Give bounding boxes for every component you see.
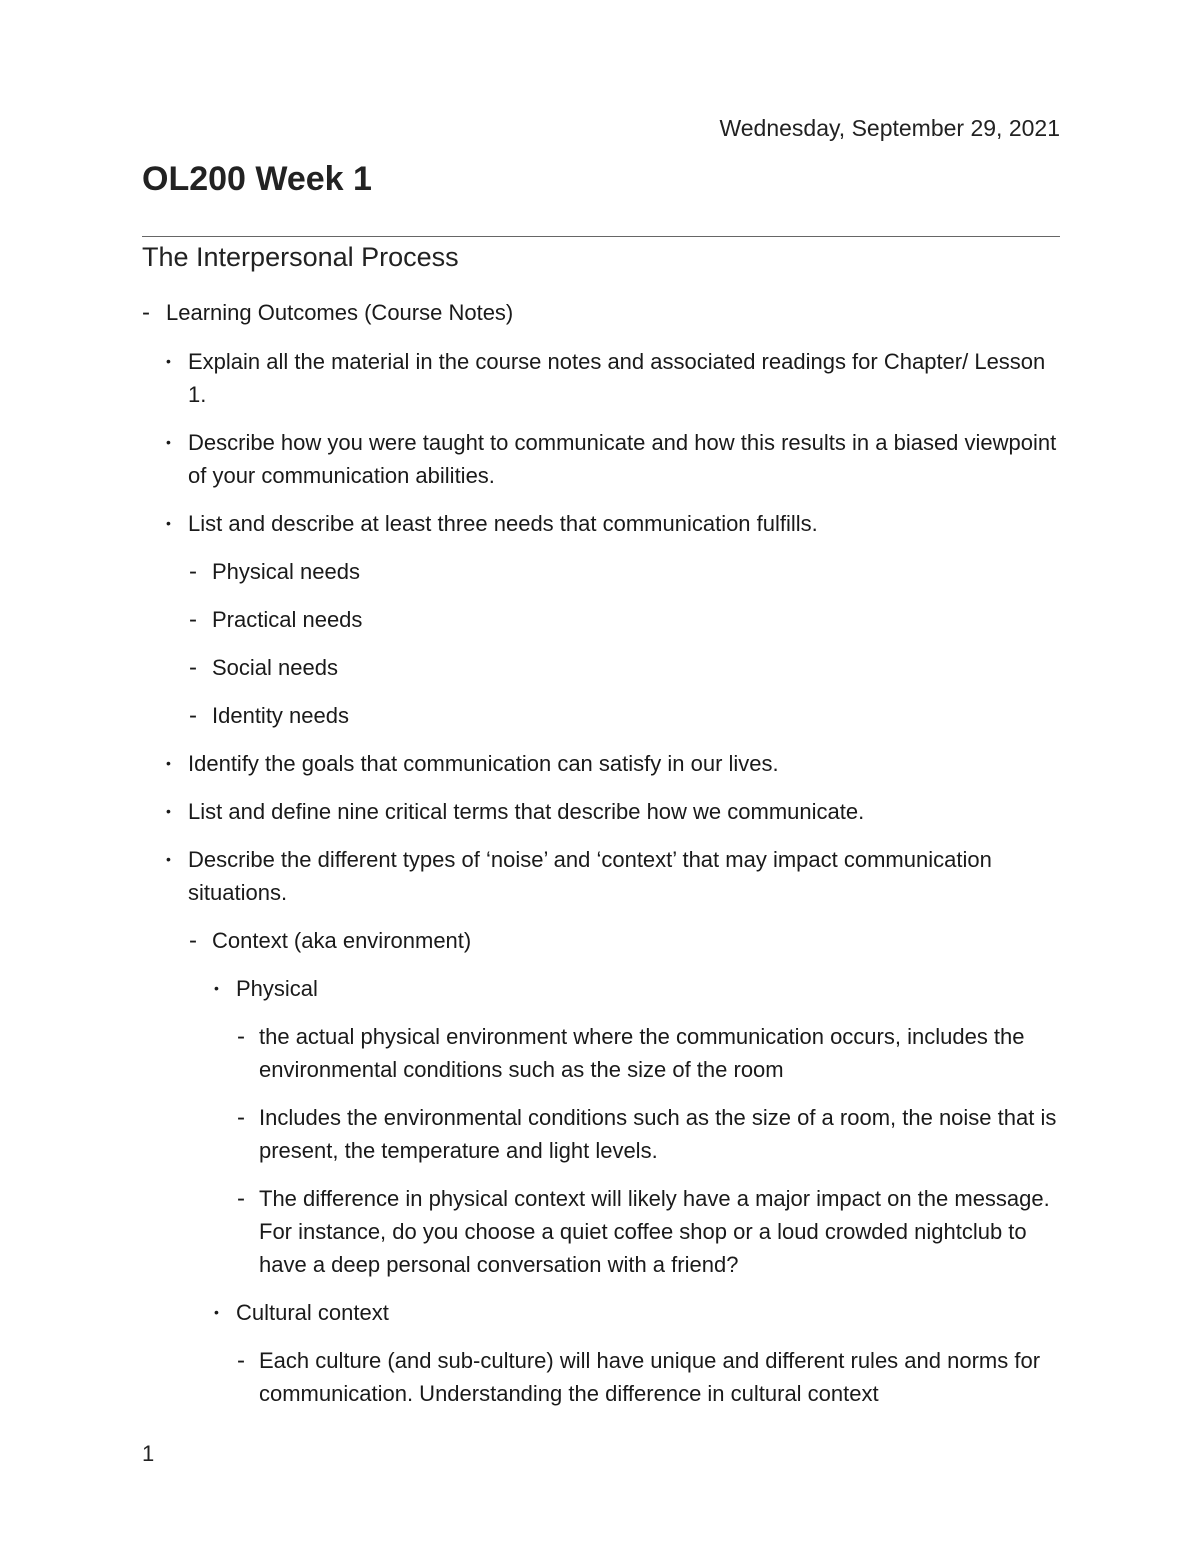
outline-item-text: Practical needs [212, 607, 363, 632]
dash-marker: - [237, 1023, 245, 1050]
bullet-marker: • [166, 755, 171, 771]
outline-item-text: the actual physical environment where the communication occurs, includes the environmental conditions such as the size of the room [259, 1024, 1025, 1082]
dash-marker: - [237, 1185, 245, 1212]
document-date: Wednesday, September 29, 2021 [719, 115, 1060, 141]
outline-item-text: Context (aka environment) [212, 928, 472, 953]
outline-item [142, 699, 1060, 732]
outline-item [142, 507, 1060, 540]
outline-item-text: Physical [236, 976, 318, 1001]
bullet-marker: • [166, 851, 171, 867]
outline-item-text: Identify the goals that communication can satisfy in our lives. [188, 751, 779, 776]
outline-item [142, 1020, 1060, 1086]
title-divider [142, 236, 1060, 237]
dash-marker: - [189, 927, 197, 954]
outline-item-text: Describe how you were taught to communicate and how this results in a biased viewpoint of your communication abilities. [188, 430, 1057, 488]
outline-item [142, 426, 1060, 492]
outline-item [142, 296, 1060, 329]
outline-item-text: Includes the environmental conditions such as the size of a room, the noise that is present, the temperature and light levels. [259, 1105, 1057, 1163]
outline-item-text: Explain all the material in the course notes and associated readings for Chapter/ Lesson 1. [188, 349, 1046, 407]
outline-item-text: List and define nine critical terms that describe how we communicate. [188, 799, 865, 824]
outline-item [142, 345, 1060, 411]
outline-item [142, 1296, 1060, 1329]
dash-marker: - [237, 1347, 245, 1374]
outline-item [142, 972, 1060, 1005]
dash-marker: - [237, 1104, 245, 1131]
outline-item [142, 603, 1060, 636]
outline-item-text: The difference in physical context will likely have a major impact on the message. For instance, do you choose a quiet coffee shop or a loud crowded nightclub to have a deep personal conversation with a friend? [259, 1186, 1050, 1277]
page-number: 1 [142, 1441, 155, 1466]
bullet-marker: • [166, 434, 171, 450]
bullet-marker: • [166, 353, 171, 369]
bullet-marker: • [214, 1304, 219, 1320]
dash-marker: - [189, 702, 197, 729]
outline-item [142, 651, 1060, 684]
outline-item [142, 1344, 1060, 1410]
outline-item [142, 843, 1060, 909]
dash-marker: - [189, 558, 197, 585]
outline-item-text: Identity needs [212, 703, 349, 728]
bullet-marker: • [166, 803, 171, 819]
outline-content [142, 296, 1060, 1425]
outline-item-text: Social needs [212, 655, 338, 680]
outline-item [142, 795, 1060, 828]
bullet-marker: • [214, 980, 219, 996]
outline-item [142, 747, 1060, 780]
outline-item-text: Describe the different types of ‘noise’ and ‘context’ that may impact communication situations. [188, 847, 992, 905]
outline-item [142, 924, 1060, 957]
outline-item-text: Learning Outcomes (Course Notes) [166, 300, 514, 325]
outline-item [142, 1101, 1060, 1167]
outline-item-text: Cultural context [236, 1300, 389, 1325]
section-heading: The Interpersonal Process [142, 242, 459, 272]
outline-item [142, 1182, 1060, 1281]
outline-item-text: Each culture (and sub-culture) will have unique and different rules and norms for communication. Understanding the difference in cultural context [259, 1348, 1041, 1406]
dash-marker: - [142, 299, 150, 326]
dash-marker: - [189, 606, 197, 633]
document-title: OL200 Week 1 [142, 160, 372, 198]
outline-item-text: List and describe at least three needs that communication fulfills. [188, 511, 818, 536]
dash-marker: - [189, 654, 197, 681]
outline-item [142, 555, 1060, 588]
bullet-marker: • [166, 515, 171, 531]
outline-item-text: Physical needs [212, 559, 360, 584]
